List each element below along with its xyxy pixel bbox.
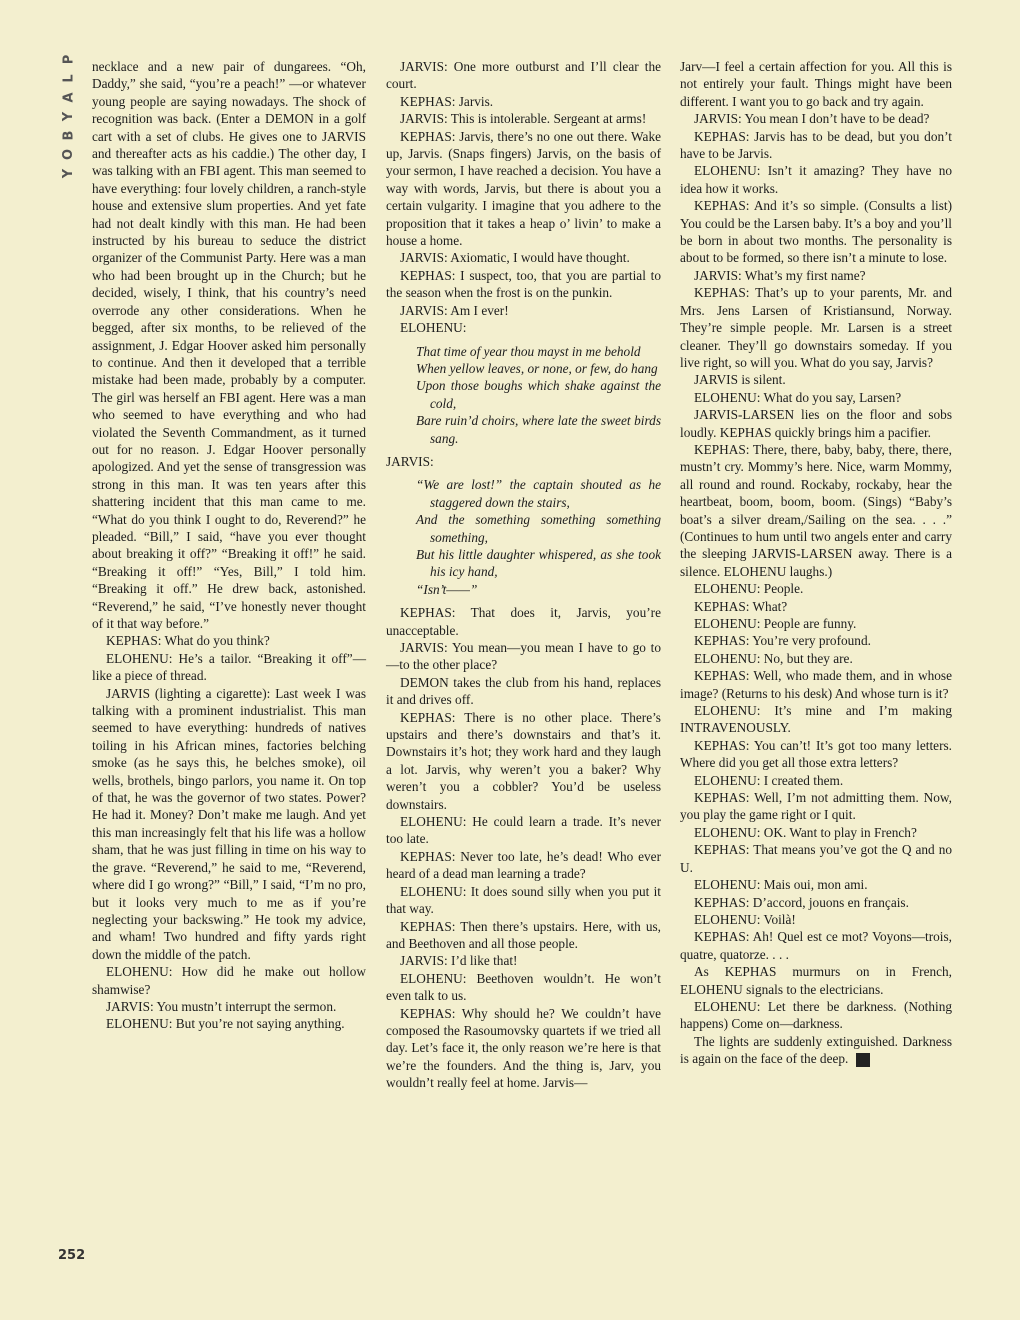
paragraph: JARVIS: What’s my first name? [694, 267, 866, 283]
paragraph: JARVIS: You mean I don’t have to be dead? [694, 111, 930, 127]
paragraph: KEPHAS: Jarvis has to be dead, but you don’t have to be Jarvis. [680, 128, 952, 162]
sidebar-letter: Y [61, 111, 77, 122]
verse-block [416, 343, 661, 447]
paragraph: ELOHENU: He’s a tailor. “Breaking it off”—like a piece of thread. [92, 650, 366, 684]
sidebar-letter: B [61, 130, 77, 141]
paragraph: JARVIS (lighting a cigarette): Last week I was talking with a prominent industrialist. This man seemed to have everything: hundreds of natives toiling in his African mines, factories belching smoke (as he says this, he belches smoke), oil wells, brothels, bingo parlors, you name it. On top of that, he was the governor of two states. Power? He had it. Money? Don’t make me laugh. And yet this man increasingly felt that his life was a hollow sham, that he was just filling in time on his way to the grave. “Reverend,” he said to me, “Reverend, where did I go wrong?” “Bill,” I said, “I’m no pro, but it looks very much to me as if you’re neglecting your backswing.” He took my advice, and wham! Two hundred and fifty yards right down the middle of the patch. [92, 685, 366, 962]
paragraph: KEPHAS: I suspect, too, that you are partial to the season when the frost is on the punkin. [386, 267, 661, 301]
paragraph: ELOHENU: No, but they are. [694, 650, 853, 666]
paragraph: KEPHAS: There is no other place. There’s upstairs and there’s downstairs and that’s it. Downstairs it’s hot; they work hard and they laugh a lot. Jarvis, why weren’t you a baker? Why weren’t you a cobbler? You’d be useless downstairs. [386, 709, 661, 812]
sidebar-letter: L [61, 74, 77, 83]
verse-line: When yellow leaves, or none, or few, do hang [416, 360, 658, 376]
paragraph: ELOHENU: Voilà! [694, 911, 796, 927]
paragraph: ELOHENU: People. [694, 581, 804, 597]
verse-line: Bare ruin’d choirs, where late the sweet birds sang. [416, 413, 661, 446]
paragraph: KEPHAS: Why should he? We couldn’t have composed the Rasoumovsky quartets if we tried all day. Let’s face it, the only reason we’re here is that we’re the founders. And the thing is, Jarv, you wouldn’t really feel at home. Jarvis— [386, 1005, 661, 1091]
end-mark-icon [856, 1053, 870, 1067]
paragraph: ELOHENU: OK. Want to play in French? [694, 824, 917, 840]
paragraph: ELOHENU: Beethoven wouldn’t. He won’t even talk to us. [386, 970, 661, 1004]
paragraph: JARVIS: I’d like that! [400, 953, 518, 969]
paragraph: ELOHENU: Isn’t it amazing? They have no idea how it works. [680, 163, 952, 196]
verse-line: That time of year thou mayst in me behold [416, 343, 641, 359]
paragraph: ELOHENU: It’s mine and I’m making INTRAVENOUSLY. [680, 703, 952, 736]
verse-line: But his little daughter whispered, as she took his icy hand, [416, 546, 661, 580]
paragraph: JARVIS is silent. [694, 372, 786, 388]
paragraph: JARVIS: Am I ever! [400, 302, 509, 318]
paragraph: JARVIS: This is intolerable. Sergeant at arms! [400, 111, 647, 127]
paragraph: ELOHENU: I created them. [694, 772, 844, 788]
paragraph: KEPHAS: That means you’ve got the Q and no U. [680, 842, 952, 875]
closing-line: The lights are suddenly extinguished. Darkness is again on the face of the deep. [680, 1033, 952, 1067]
paragraph: ELOHENU: [400, 320, 467, 336]
verse-block [416, 476, 661, 598]
paragraph: JARVIS: One more outburst and I’ll clear the court. [386, 59, 661, 92]
paragraph: Jarv—I feel a certain affection for you. All this is not entirely your fault. Things might have been different. I want you to go back and try again. [680, 59, 952, 109]
paragraph: KEPHAS: What? [694, 598, 788, 614]
paragraph: KEPHAS: Jarvis, there’s no one out there. Wake up, Jarvis. (Snaps fingers) Jarvis, on the basis of your sermon, I have reached a decision. You have a way with words, Jarvis, but there is about you a certain vulgarity. I imagine that you adhere to the proposition that it takes a heap o’ livin’ to make a house a home. [386, 128, 661, 249]
paragraph [680, 1033, 952, 1068]
paragraph: KEPHAS: You can’t! It’s got too many letters. Where did you get all those extra letters? [680, 737, 952, 771]
paragraph: As KEPHAS murmurs on in French, ELOHENU signals to the electricians. [680, 964, 952, 997]
paragraph: JARVIS: Axiomatic, I would have thought. [400, 250, 630, 266]
paragraph: KEPHAS: Ah! Quel est ce mot? Voyons—trois, quatre, quatorze. . . . [680, 929, 952, 962]
paragraph: DEMON takes the club from his hand, replaces it and drives off. [386, 674, 661, 708]
paragraph: necklace and a new pair of dungarees. “Oh, Daddy,” she said, “you’re a peach!” —or whatever young people are saying nowadays. The shock of recognition was back. (Enter a DEMON in a golf cart with a set of clubs. He gives one to JARVIS and thereafter acts as his caddie.) The other day, I was talking with an FBI agent. This man seemed to have everything: four lovely children, a ranch-style house and extensive slum properties. And yet fate had not dealt kindly with this man. He had been instructed by his bureau to seduce the district organizer of the Communist Party. Here was a man who had been brought up in the Church; but he decided, wisely, I think, that his country’s need overrode any other considerations. When he begged, after six months, to be relieved of the assignment, J. Edgar Hoover asked him personally to continue. And then it developed that a terrible mistake had been made, probably by a computer. The girl was herself an FBI agent. Here was a man who seemed to have everything and who had violated the Seventh Commandment, as it turned out for no reason. J. Edgar Hoover personally apologized. And yet the sense of transgression was strong in this man. It was ten years after this shattering incident that this man came to me. “What do you think I ought to do, Reverend?” he pleaded. “Bill,” I said, “have you ever thought about breaking it off?” “Breaking it off!” he said. “Breaking it off!” “Yes, Bill,” I told him. “Breaking it off.” He drew back, astonished. “Reverend,” he said, “I’ve honestly never thought of it that way before.” [92, 59, 366, 631]
paragraph: ELOHENU: What do you say, Larsen? [694, 389, 902, 405]
paragraph: ELOHENU: Let there be darkness. (Nothing happens) Come on—darkness. [680, 998, 952, 1032]
paragraph: KEPHAS: And it’s so simple. (Consults a list) You could be the Larsen baby. It’s a boy and you’ll be born in about two months. The personality is about to be formed, so there isn’t a minute to lose. [680, 198, 952, 266]
paragraph: JARVIS: [386, 453, 434, 469]
column-1 [92, 58, 366, 1033]
paragraph: KEPHAS: Then there’s upstairs. Here, with us, and Beethoven and all those people. [386, 918, 661, 951]
paragraph: KEPHAS: Never too late, he’s dead! Who ever heard of a dead man learning a trade? [386, 848, 661, 882]
verse-line: And the something something something something, [416, 512, 661, 545]
paragraph: KEPHAS: There, there, baby, baby, there, there, mustn’t cry. Mommy’s here. Nice, warm Mommy, all round and round. Rockaby, rockaby, hear the heartbeat, boom, boom, boom. (Sings) “Baby’s boat’s a silver dream,/Sailing on the sea. . . .” (Continues to hum until two angels enter and carry the sleeping JARVIS-LARSEN away. There is a silence. ELOHENU laughs.) [680, 441, 952, 579]
paragraph: ELOHENU: Mais oui, mon ami. [694, 877, 868, 893]
magazine-name [58, 50, 80, 183]
paragraph: KEPHAS: You’re very profound. [694, 633, 871, 649]
paragraph: ELOHENU: How did he make out hollow shamwise? [92, 964, 366, 997]
paragraph: ELOHENU: People are funny. [694, 616, 857, 631]
verse-line: “Isn’t——” [416, 581, 478, 597]
paragraph: KEPHAS: Well, who made them, and in whose image? (Returns to his desk) And whose turn is it? [680, 668, 952, 701]
paragraph: KEPHAS: Jarvis. [400, 93, 494, 109]
verse-line: “We are lost!” the captain shouted as he staggered down the stairs, [416, 477, 661, 510]
paragraph: KEPHAS: What do you think? [106, 633, 270, 649]
paragraph: KEPHAS: Well, I’m not admitting them. Now, you play the game right or I quit. [680, 790, 952, 823]
paragraph: ELOHENU: It does sound silly when you put it that way. [386, 883, 661, 917]
sidebar-letter: P [61, 54, 77, 65]
paragraph: JARVIS-LARSEN lies on the floor and sobs loudly. KEPHAS quickly brings him a pacifier. [680, 407, 952, 440]
page-number: 252 [58, 1248, 86, 1263]
sidebar-letter: O [61, 148, 77, 161]
paragraph: KEPHAS: That’s up to your parents, Mr. and Mrs. Jens Larsen of Kristiansund, Norway. They’re simple people. Mr. Larsen is a street cleaner. They’ll go downstairs someday. If you live right, so will you. What do you say, Jarvis? [680, 285, 952, 370]
paragraph: ELOHENU: But you’re not saying anything. [106, 1016, 345, 1032]
paragraph: JARVIS: You mustn’t interrupt the sermon. [106, 998, 337, 1014]
paragraph: ELOHENU: He could learn a trade. It’s never too late. [386, 814, 661, 847]
paragraph: KEPHAS: D’accord, jouons en français. [694, 894, 909, 910]
sidebar-letter: A [61, 92, 77, 103]
paragraph: KEPHAS: That does it, Jarvis, you’re unacceptable. [386, 605, 661, 638]
column-3 [680, 58, 952, 1068]
verse-line: Upon those boughs which shake against the cold, [416, 378, 661, 411]
paragraph: JARVIS: You mean—you mean I have to go to—to the other place? [386, 640, 661, 673]
sidebar-letter: Y [61, 168, 77, 179]
column-2 [386, 58, 661, 1092]
